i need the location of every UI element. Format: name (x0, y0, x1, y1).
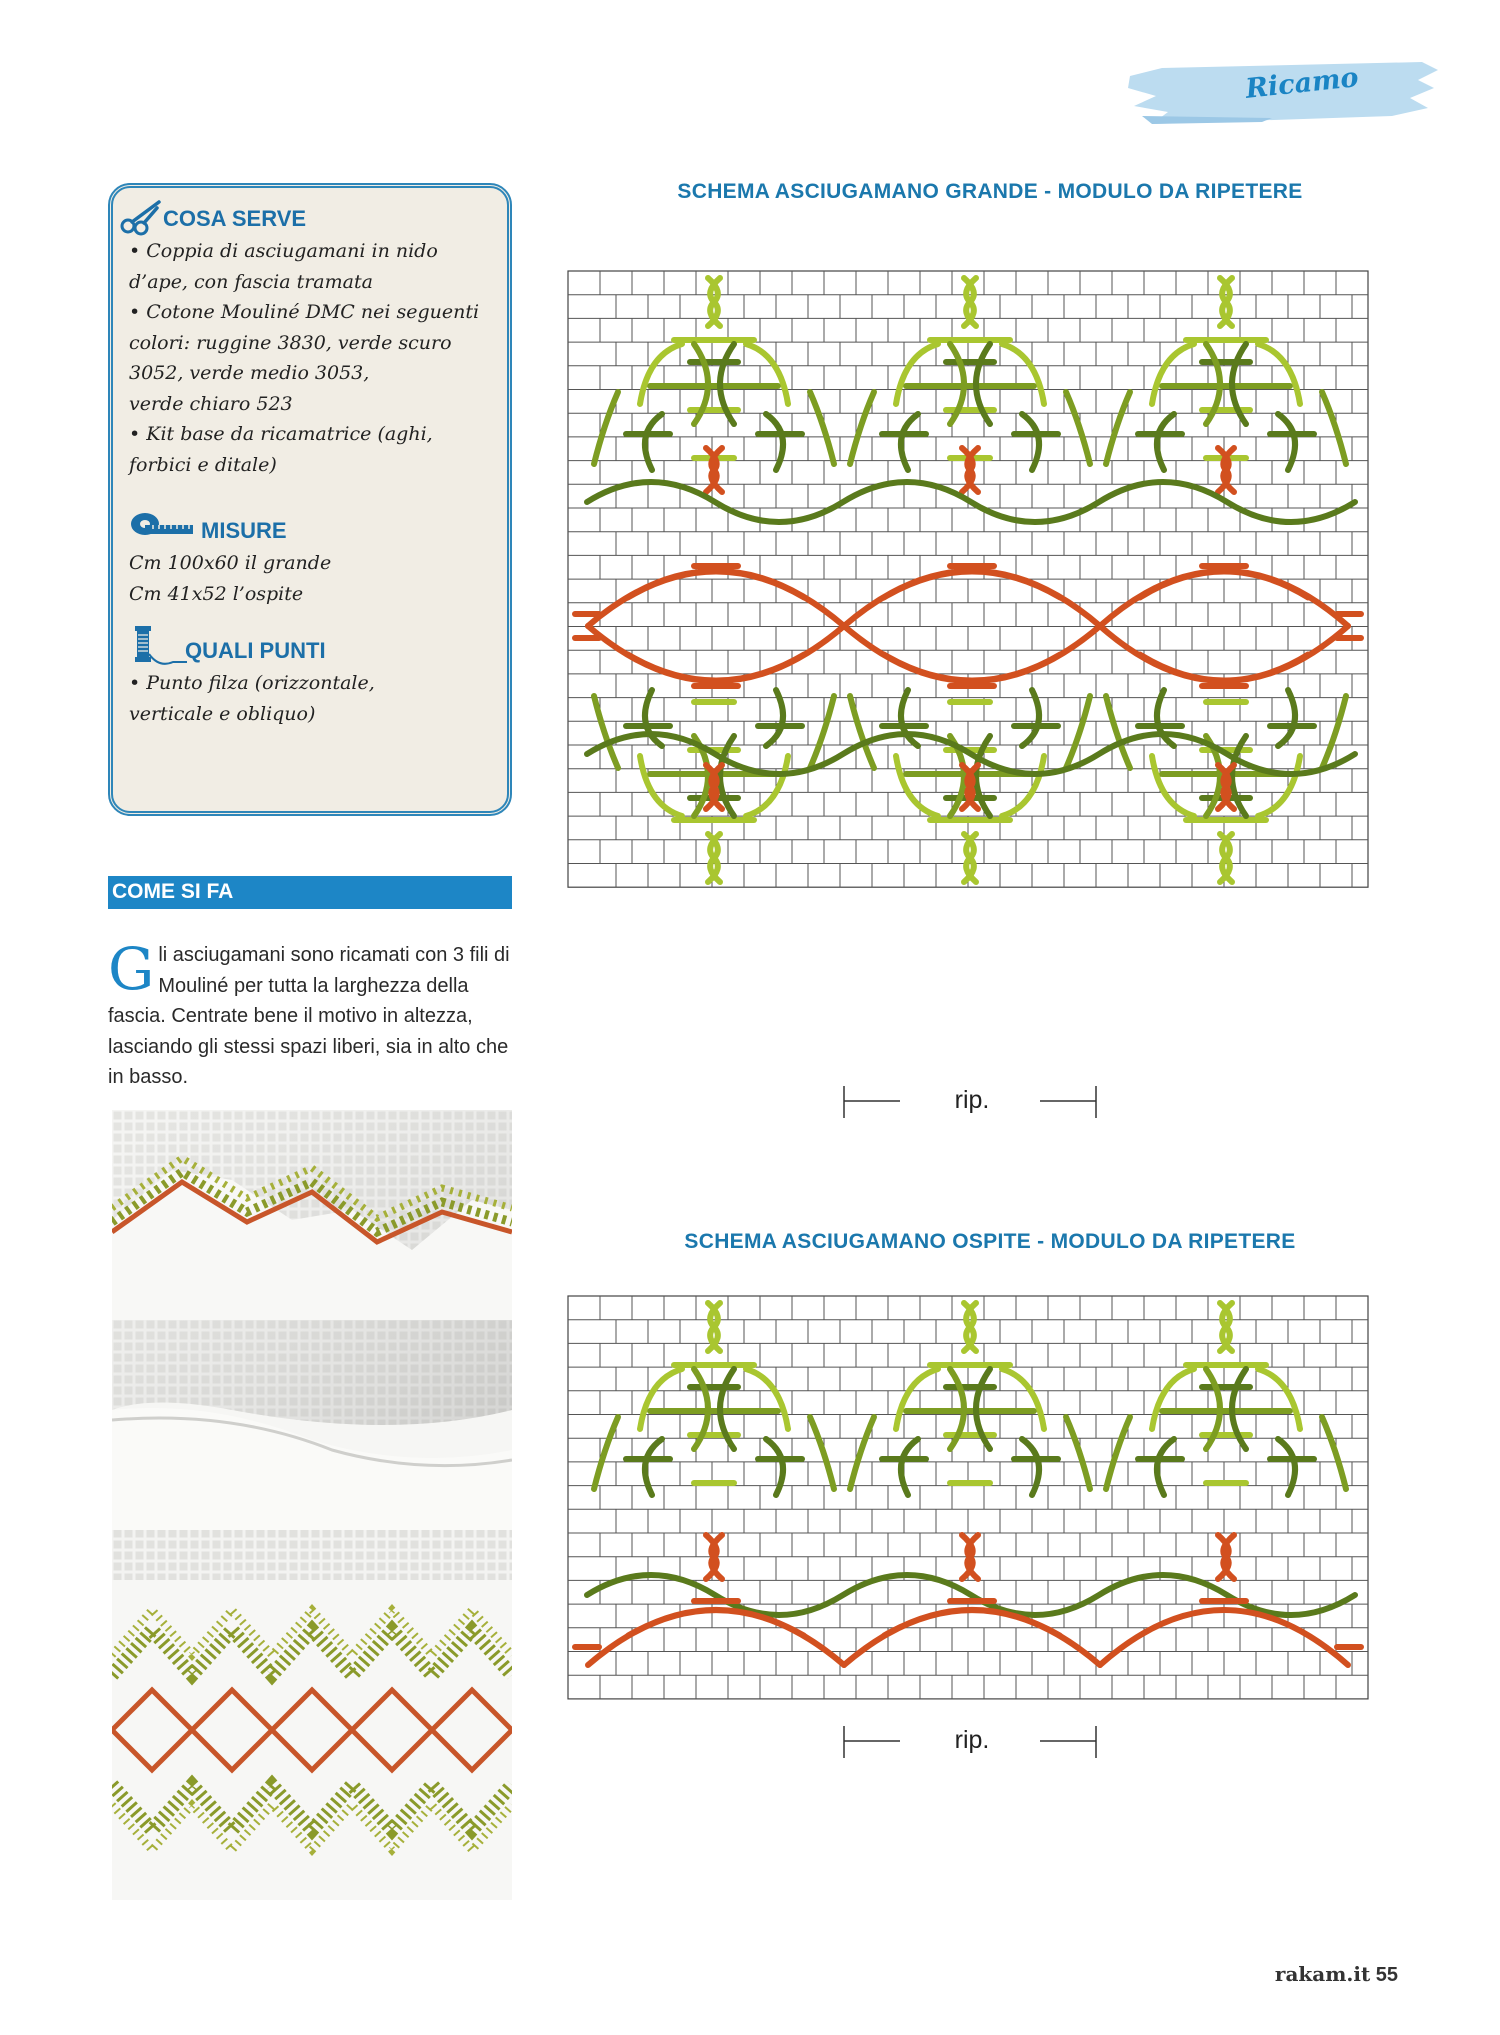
towels-photo (112, 1110, 512, 1900)
page-number: 55 (1375, 1964, 1398, 1986)
section-tab (1122, 58, 1440, 126)
measures-text: Cm 100x60 il grande Cm 41x52 l’ospite (129, 552, 332, 605)
section-label: Ricamo (1244, 62, 1360, 105)
tape-measure-icon (129, 510, 195, 538)
grid-border (568, 1296, 1368, 1699)
brick-grid (568, 1296, 1368, 1699)
guest-chart (567, 1295, 1373, 1715)
thread-spool-icon (129, 624, 189, 670)
stitches-text: • Punto filza (orizzontale, verticale e obliquo) (129, 672, 375, 725)
how-to-text (108, 935, 518, 1093)
page-footer (1275, 1962, 1398, 1987)
scissors-icon (119, 198, 163, 236)
how-to-heading: COME SI FA (112, 880, 234, 903)
guest-chart-title: SCHEMA ASCIUGAMANO OSPITE - MODULO DA RIPETERE (684, 1230, 1296, 1253)
large-chart-title: SCHEMA ASCIUGAMANO GRANDE - MODULO DA RIPETERE (677, 180, 1303, 203)
what-needed-text: • Coppia di asciugamani in nido d’ape, con fascia tramata • Cotone Mouliné DMC nei seguenti colori: ruggine 3830, verde scuro 3052, verde medio 3053, verde chiaro 523 • Kit base da ricamatrice (aghi, forbici e ditale) (129, 240, 480, 476)
drop-cap: G (108, 935, 155, 1003)
measures-heading: MISURE (201, 518, 287, 543)
footer-site: rakam.it (1274, 1962, 1371, 1986)
large-repeat-label: rip. (954, 1086, 990, 1114)
what-needed-heading: COSA SERVE (163, 206, 307, 231)
guest-repeat-label: rip. (954, 1726, 990, 1754)
materials-box (108, 183, 512, 816)
how-to-body: li asciugamani sono ricamati con 3 fili di Mouliné per tutta la larghezza della fascia. Centrate bene il motivo in altezza, lasciando gli stessi spazi liberi, sia in alto che in basso. (108, 944, 510, 1088)
large-chart (567, 270, 1373, 1070)
stitches-heading: QUALI PUNTI (185, 638, 326, 663)
how-to-heading-bar (108, 876, 512, 909)
